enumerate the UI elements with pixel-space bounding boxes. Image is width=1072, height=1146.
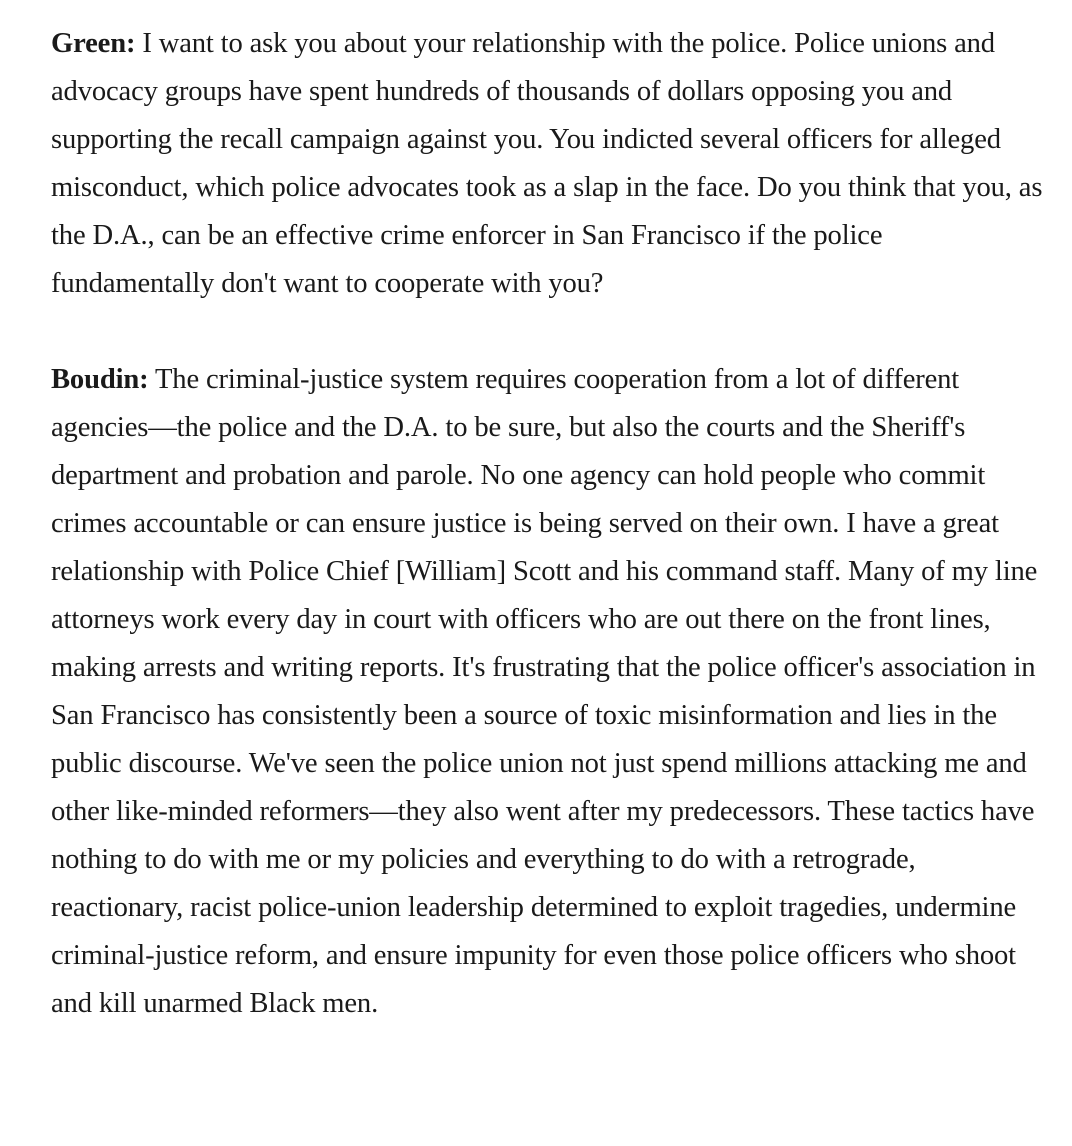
question-text: I want to ask you about your relationship with the police. Police unions and advocacy groups have spent hundreds of thousands of dollars opposing you and supporting the recall campaign against you. You indicted several officers for alleged misconduct, which police advocates took as a slap in the face. Do you think that you, as the D.A., can be an effective crime enforcer in San Francisco if the police fundamentally don't want to cooperate with you? <box>51 28 1043 299</box>
answer-text: The criminal-justice system requires cooperation from a lot of different agencies—the police and the D.A. to be sure, but also the courts and the Sheriff's department and probation and parole. No one agency can hold people who commit crimes accountable or can ensure justice is being served on their own. I have a great relationship with Police Chief [William] Scott and his command staff. Many of my line attorneys work every day in court with officers who are out there on the front lines, making arrests and writing reports. It's frustrating that the police officer's association in San Francisco has consistently been a source of toxic misinformation and lies in the public discourse. We've seen the police union not just spend millions attacking me and other like-minded reformers—they also went after my predecessors. These tactics have nothing to do with me or my policies and everything to do with a retrograde, reactionary, racist police-union leadership determined to exploit tragedies, undermine criminal-justice reform, and ensure impunity for even those police officers who shoot and kill unarmed Black men. <box>51 364 1038 1019</box>
answer-paragraph <box>51 356 1052 1028</box>
speaker-label: Green: <box>51 28 136 59</box>
question-paragraph <box>51 20 1052 308</box>
speaker-label: Boudin: <box>51 364 149 395</box>
